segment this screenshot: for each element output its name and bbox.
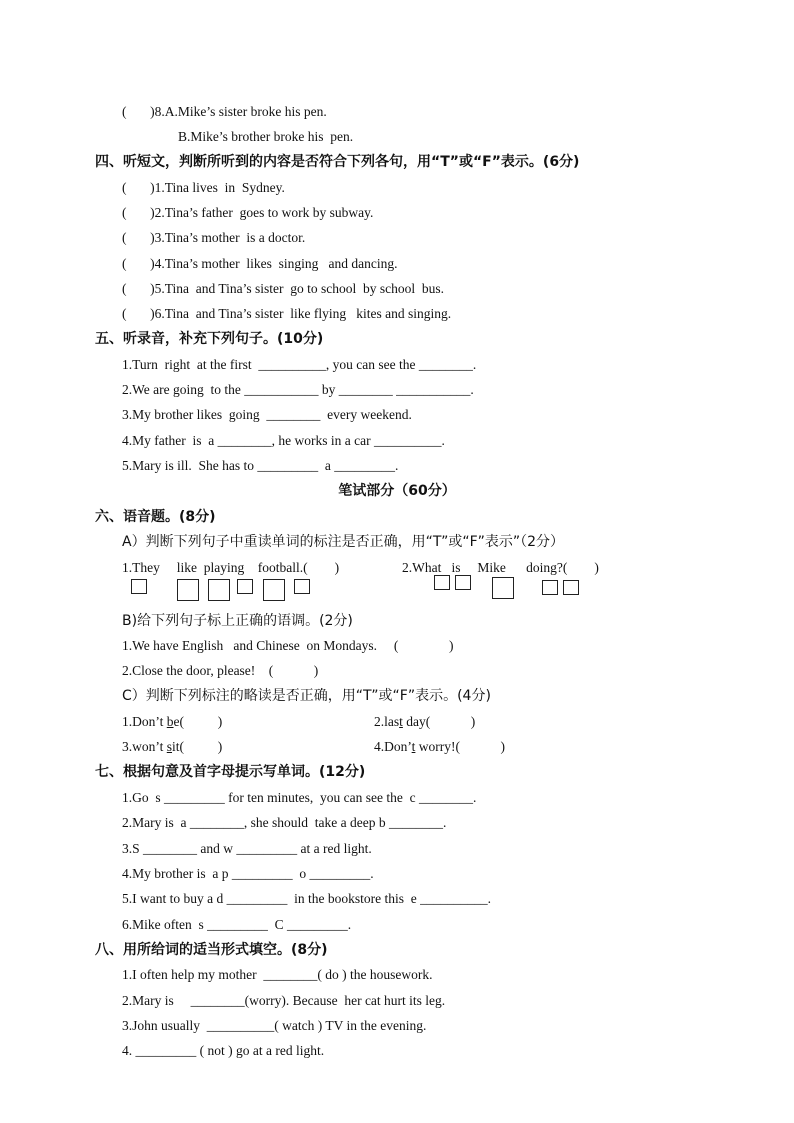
stress-box (455, 575, 471, 590)
underlined-letter: b (166, 714, 174, 729)
text-part: day( ) (402, 714, 476, 729)
written-part-title: 笔试部分（60分） (338, 483, 456, 499)
section-6c-item (122, 713, 222, 731)
section-8-item: 3.John usually __________( watch ) TV in the evening. (122, 1018, 427, 1033)
section-4-item: ( )5.Tina and Tina’s sister go to school by school bus. (122, 281, 445, 296)
section-6b-heading: B)给下列句子标上正确的语调。(2分) (122, 613, 353, 629)
stress-box (542, 580, 558, 595)
section-4-item: ( )2.Tina’s father goes to work by subway. (122, 205, 374, 220)
stress-box (434, 575, 450, 590)
stress-box (237, 579, 253, 594)
section-5-heading: 五、听录音，补充下列句子。(10分) (95, 331, 324, 347)
section-4-item: ( )3.Tina’s mother is a doctor. (122, 230, 306, 245)
section-6b-item: 2.Close the door, please! ( ) (122, 663, 319, 678)
section-6a-heading: A）判断下列句子中重读单词的标注是否正确，用“T”或“F”表示”（2分） (122, 534, 565, 550)
section-6c-heading: C）判断下列标注的略读是否正确，用“T”或“F”表示。(4分) (122, 688, 491, 704)
section-7-item: 1.Go s _________ for ten minutes, you can see the c ________. (122, 790, 477, 805)
section-7-item: 3.S ________ and w _________ at a red light. (122, 841, 372, 856)
stress-box (208, 579, 230, 601)
section-6b-item: 1.We have English and Chinese on Mondays. ( ) (122, 638, 454, 653)
question-8b: B.Mike’s brother broke his pen. (178, 129, 354, 144)
section-6c-item (374, 738, 505, 756)
section-6a-sentence-1: 1.They like playing football.( ) (122, 560, 340, 575)
section-8-item: 1.I often help my mother ________( do ) the housework. (122, 967, 433, 982)
section-6c-item (374, 713, 475, 731)
section-4-item: ( )1.Tina lives in Sydney. (122, 180, 285, 195)
section-4-item: ( )6.Tina and Tina’s sister like flying kites and singing. (122, 306, 452, 321)
section-7-item: 2.Mary is a ________, she should take a deep b ________. (122, 815, 447, 830)
section-6-heading: 六、语音题。(8分) (95, 509, 216, 525)
text-part: e( ) (173, 714, 223, 729)
question-8a: ( )8.A.Mike’s sister broke his pen. (122, 104, 327, 119)
section-6a-sentence-2: 2.What is Mike doing?( ) (402, 560, 599, 575)
stress-box (131, 579, 147, 594)
section-5-item: 2.We are going to the ___________ by ________ ___________. (122, 382, 474, 397)
text-part: 4.Don’ (374, 739, 412, 754)
text-part: worry!( ) (415, 739, 506, 754)
section-7-item: 4.My brother is a p _________ o _________. (122, 866, 374, 881)
underlined-letter: s (166, 739, 173, 754)
text-part: 2.las (374, 714, 400, 729)
underlined-letter: t (411, 739, 416, 754)
section-7-item: 5.I want to buy a d _________ in the bookstore this e __________. (122, 891, 491, 906)
section-4-item: ( )4.Tina’s mother likes singing and dancing. (122, 256, 398, 271)
stress-box (177, 579, 199, 601)
text-part: 1.Don’t (122, 714, 167, 729)
stress-box (492, 577, 514, 599)
underlined-letter: t (399, 714, 403, 729)
section-5-item: 4.My father is a ________, he works in a car __________. (122, 433, 445, 448)
stress-box (563, 580, 579, 595)
section-4-heading: 四、听短文，判断所听到的内容是否符合下列各句，用“T”或“F”表示。(6分) (95, 154, 580, 170)
section-8-item: 2.Mary is ________(worry). Because her cat hurt its leg. (122, 993, 446, 1008)
section-7-item: 6.Mike often s _________ C _________. (122, 917, 352, 932)
section-8-heading: 八、用所给词的适当形式填空。(8分) (95, 942, 328, 958)
section-5-item: 5.Mary is ill. She has to _________ a _________. (122, 458, 399, 473)
text-part: 3.won’t (122, 739, 167, 754)
section-5-item: 3.My brother likes going ________ every weekend. (122, 407, 412, 422)
section-6c-item (122, 738, 222, 756)
stress-box (263, 579, 285, 601)
section-5-item: 1.Turn right at the first __________, you can see the ________. (122, 357, 477, 372)
stress-box (294, 579, 310, 594)
section-7-heading: 七、根据句意及首字母提示写单词。(12分) (95, 764, 366, 780)
section-8-item: 4. _________ ( not ) go at a red light. (122, 1043, 325, 1058)
text-part: it( ) (172, 739, 223, 754)
